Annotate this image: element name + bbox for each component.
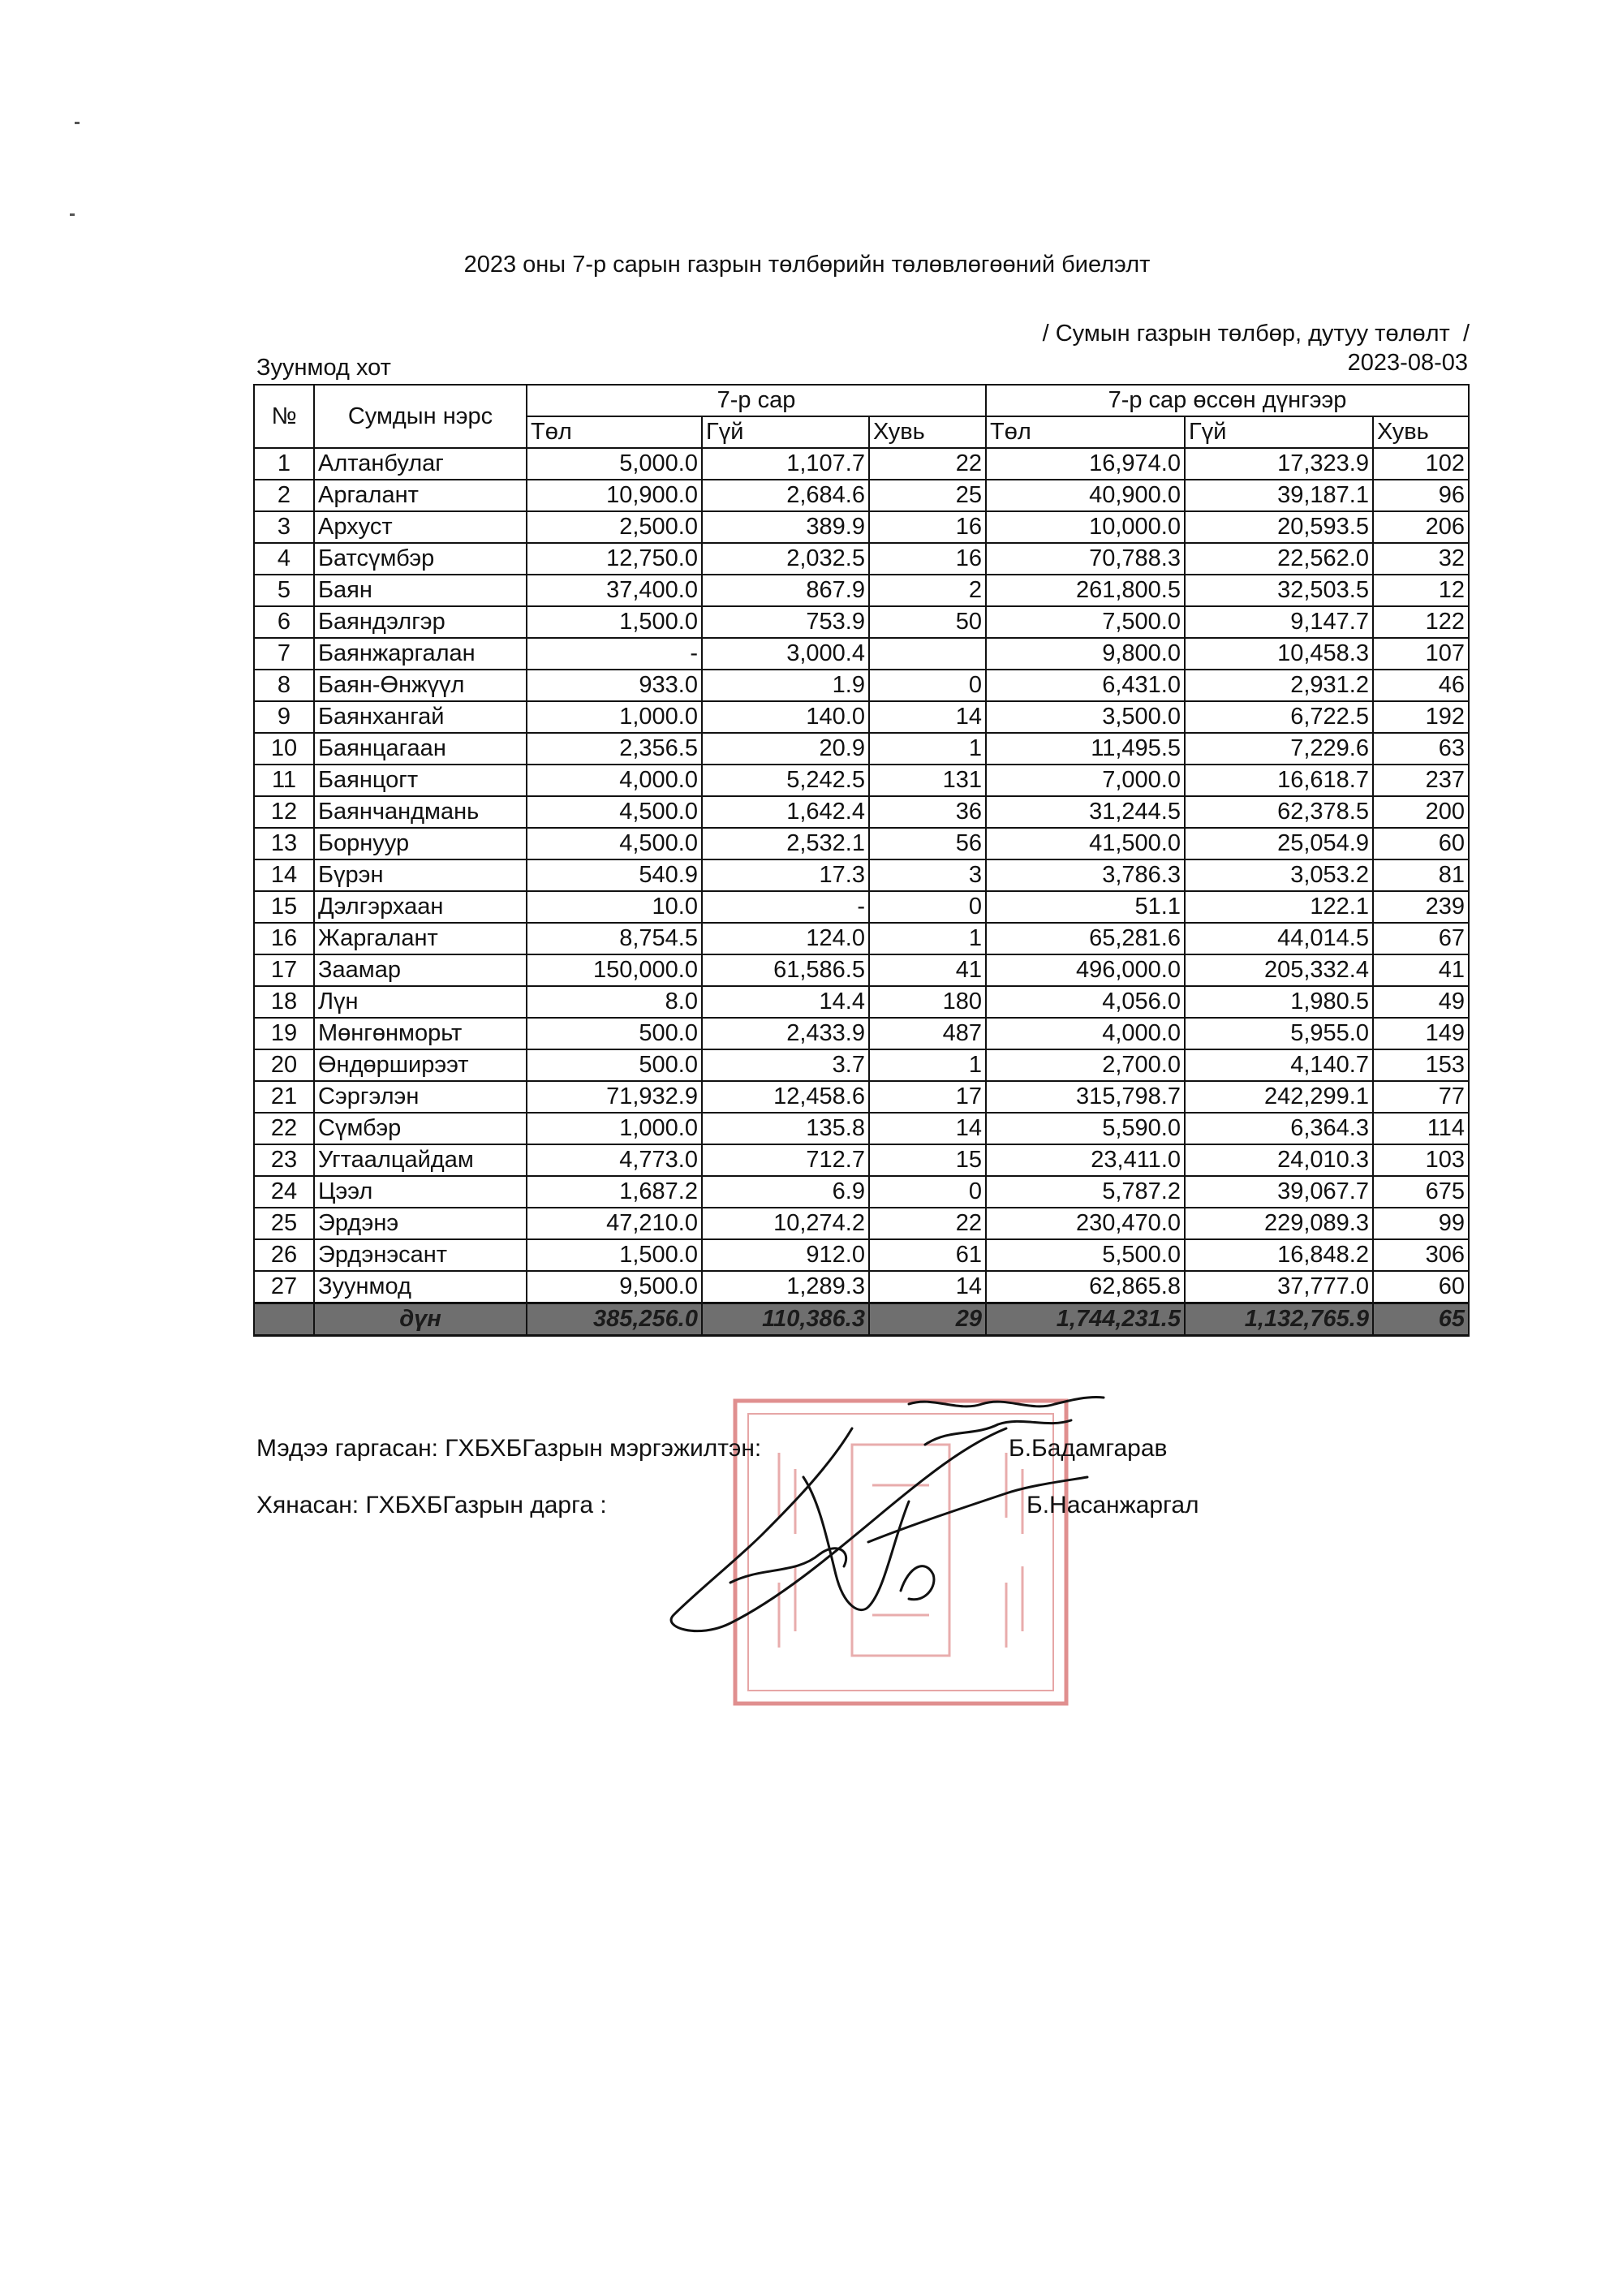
row-no: 6 [254, 606, 314, 638]
table-row [254, 606, 1469, 638]
row-month-plan: 2,500.0 [527, 511, 702, 543]
row-month-percent: 16 [869, 511, 986, 543]
row-no: 19 [254, 1018, 314, 1049]
row-cumulative-percent: 60 [1373, 828, 1469, 859]
table-body [254, 448, 1469, 1303]
row-month-percent: 487 [869, 1018, 986, 1049]
row-month-percent: 36 [869, 796, 986, 828]
row-no: 7 [254, 638, 314, 670]
row-cumulative-actual: 3,053.2 [1185, 859, 1373, 891]
row-no: 17 [254, 954, 314, 986]
row-name: Баянжаргалан [314, 638, 527, 670]
row-name: Баяндэлгэр [314, 606, 527, 638]
row-cumulative-actual: 17,323.9 [1185, 448, 1373, 480]
row-name: Баянцагаан [314, 733, 527, 765]
row-month-actual: 1,107.7 [702, 448, 869, 480]
row-cumulative-percent: 32 [1373, 543, 1469, 575]
row-cumulative-plan: 230,470.0 [986, 1208, 1185, 1239]
row-no: 23 [254, 1144, 314, 1176]
table-row [254, 859, 1469, 891]
row-cumulative-actual: 2,931.2 [1185, 670, 1373, 701]
row-cumulative-plan: 65,281.6 [986, 923, 1185, 954]
row-name: Архуст [314, 511, 527, 543]
row-name: Заамар [314, 954, 527, 986]
row-month-plan: 9,500.0 [527, 1271, 702, 1303]
row-cumulative-percent: 237 [1373, 765, 1469, 796]
row-month-actual: 1.9 [702, 670, 869, 701]
row-name: Эрдэнэсант [314, 1239, 527, 1271]
row-cumulative-plan: 2,700.0 [986, 1049, 1185, 1081]
total-month-plan: 385,256.0 [527, 1303, 702, 1336]
table-row [254, 1208, 1469, 1239]
header-month-percent: Хувь [869, 416, 986, 448]
scan-speck [70, 213, 75, 216]
row-cumulative-actual: 6,364.3 [1185, 1113, 1373, 1144]
row-month-percent: 22 [869, 448, 986, 480]
row-cumulative-percent: 122 [1373, 606, 1469, 638]
row-month-percent: 50 [869, 606, 986, 638]
row-month-percent: 22 [869, 1208, 986, 1239]
row-month-actual: 20.9 [702, 733, 869, 765]
table-row [254, 1144, 1469, 1176]
row-name: Баян-Өнжүүл [314, 670, 527, 701]
row-month-plan: 10.0 [527, 891, 702, 923]
row-month-plan: 500.0 [527, 1049, 702, 1081]
row-month-actual: 712.7 [702, 1144, 869, 1176]
row-month-percent: 14 [869, 1113, 986, 1144]
row-name: Сүмбэр [314, 1113, 527, 1144]
city-label: Зуунмод хот [256, 355, 391, 381]
row-no: 12 [254, 796, 314, 828]
header-cumulative: 7-р сар өссөн дүнгээр [986, 385, 1469, 416]
row-name: Борнуур [314, 828, 527, 859]
table-row [254, 511, 1469, 543]
row-cumulative-plan: 5,787.2 [986, 1176, 1185, 1208]
row-month-plan: 8,754.5 [527, 923, 702, 954]
row-month-actual: 6.9 [702, 1176, 869, 1208]
row-cumulative-plan: 4,000.0 [986, 1018, 1185, 1049]
header-month-actual: Гүй [702, 416, 869, 448]
row-month-actual: - [702, 891, 869, 923]
row-cumulative-percent: 206 [1373, 511, 1469, 543]
row-cumulative-percent: 149 [1373, 1018, 1469, 1049]
row-cumulative-actual: 5,955.0 [1185, 1018, 1373, 1049]
row-no: 21 [254, 1081, 314, 1113]
table-row [254, 448, 1469, 480]
row-cumulative-plan: 70,788.3 [986, 543, 1185, 575]
row-cumulative-actual: 205,332.4 [1185, 954, 1373, 986]
row-name: Дэлгэрхаан [314, 891, 527, 923]
prepared-by-label: Мэдээ гаргасан: ГХБХБГазрын мэргэжилтэн: [256, 1435, 762, 1462]
row-month-percent: 1 [869, 923, 986, 954]
row-name: Аргалант [314, 480, 527, 511]
row-cumulative-plan: 51.1 [986, 891, 1185, 923]
row-no: 3 [254, 511, 314, 543]
row-cumulative-actual: 122.1 [1185, 891, 1373, 923]
row-no: 27 [254, 1271, 314, 1303]
row-month-plan: 12,750.0 [527, 543, 702, 575]
table-row [254, 1018, 1469, 1049]
row-no: 5 [254, 575, 314, 606]
row-month-percent: 17 [869, 1081, 986, 1113]
total-cumulative-plan: 1,744,231.5 [986, 1303, 1185, 1336]
header-cumulative-percent: Хувь [1373, 416, 1469, 448]
row-cumulative-actual: 20,593.5 [1185, 511, 1373, 543]
row-cumulative-actual: 4,140.7 [1185, 1049, 1373, 1081]
row-cumulative-plan: 40,900.0 [986, 480, 1185, 511]
row-month-percent: 0 [869, 891, 986, 923]
row-month-actual: 2,532.1 [702, 828, 869, 859]
table-row [254, 954, 1469, 986]
row-no: 25 [254, 1208, 314, 1239]
row-name: Жаргалант [314, 923, 527, 954]
row-month-percent: 14 [869, 701, 986, 733]
row-name: Баян [314, 575, 527, 606]
row-cumulative-plan: 5,590.0 [986, 1113, 1185, 1144]
row-month-percent: 2 [869, 575, 986, 606]
row-cumulative-plan: 496,000.0 [986, 954, 1185, 986]
table-row [254, 796, 1469, 828]
table-row [254, 1176, 1469, 1208]
header-cumulative-plan: Төл [986, 416, 1185, 448]
row-name: Мөнгөнморьт [314, 1018, 527, 1049]
row-month-actual: 389.9 [702, 511, 869, 543]
row-month-plan: 4,500.0 [527, 828, 702, 859]
row-cumulative-percent: 153 [1373, 1049, 1469, 1081]
row-cumulative-percent: 99 [1373, 1208, 1469, 1239]
table-row [254, 923, 1469, 954]
row-cumulative-actual: 242,299.1 [1185, 1081, 1373, 1113]
row-month-actual: 3,000.4 [702, 638, 869, 670]
row-cumulative-plan: 5,500.0 [986, 1239, 1185, 1271]
row-month-percent: 1 [869, 1049, 986, 1081]
checked-by-label: Хянасан: ГХБХБГазрын дарга : [256, 1492, 607, 1518]
row-cumulative-percent: 192 [1373, 701, 1469, 733]
row-month-plan: 71,932.9 [527, 1081, 702, 1113]
row-cumulative-plan: 31,244.5 [986, 796, 1185, 828]
row-month-actual: 124.0 [702, 923, 869, 954]
row-no: 9 [254, 701, 314, 733]
row-name: Цээл [314, 1176, 527, 1208]
row-month-plan: 2,356.5 [527, 733, 702, 765]
row-month-actual: 61,586.5 [702, 954, 869, 986]
checked-by-name: Б.Насанжаргал [1027, 1492, 1199, 1518]
row-month-plan: 933.0 [527, 670, 702, 701]
row-cumulative-plan: 4,056.0 [986, 986, 1185, 1018]
row-month-percent: 56 [869, 828, 986, 859]
header-cumulative-actual: Гүй [1185, 416, 1373, 448]
table-row [254, 828, 1469, 859]
row-month-plan: 10,900.0 [527, 480, 702, 511]
row-month-plan: 1,000.0 [527, 701, 702, 733]
row-cumulative-actual: 32,503.5 [1185, 575, 1373, 606]
row-month-plan: 1,500.0 [527, 606, 702, 638]
table-row [254, 670, 1469, 701]
row-month-percent: 1 [869, 733, 986, 765]
row-no: 11 [254, 765, 314, 796]
table-row [254, 1239, 1469, 1271]
row-month-actual: 753.9 [702, 606, 869, 638]
row-month-plan: 4,000.0 [527, 765, 702, 796]
row-cumulative-actual: 44,014.5 [1185, 923, 1373, 954]
row-no: 10 [254, 733, 314, 765]
table-row [254, 733, 1469, 765]
row-month-percent: 16 [869, 543, 986, 575]
row-cumulative-percent: 114 [1373, 1113, 1469, 1144]
row-month-percent: 0 [869, 670, 986, 701]
row-cumulative-actual: 229,089.3 [1185, 1208, 1373, 1239]
row-month-plan: 1,000.0 [527, 1113, 702, 1144]
row-month-plan: 1,687.2 [527, 1176, 702, 1208]
total-label: дүн [314, 1303, 527, 1336]
row-cumulative-plan: 3,786.3 [986, 859, 1185, 891]
table-row [254, 1271, 1469, 1303]
total-month-actual: 110,386.3 [702, 1303, 869, 1336]
row-month-actual: 135.8 [702, 1113, 869, 1144]
row-month-actual: 867.9 [702, 575, 869, 606]
row-month-actual: 1,289.3 [702, 1271, 869, 1303]
row-month-actual: 12,458.6 [702, 1081, 869, 1113]
row-month-percent: 180 [869, 986, 986, 1018]
document-title: 2023 оны 7-р сарын газрын төлбөрийн төлөвлөгөөний биелэлт [463, 252, 1151, 278]
row-cumulative-actual: 37,777.0 [1185, 1271, 1373, 1303]
row-cumulative-plan: 10,000.0 [986, 511, 1185, 543]
document-subtitle: / Сумын газрын төлбөр, дутуу төлөлт / [1042, 321, 1470, 347]
row-cumulative-percent: 96 [1373, 480, 1469, 511]
row-no: 13 [254, 828, 314, 859]
row-cumulative-actual: 16,618.7 [1185, 765, 1373, 796]
row-no: 20 [254, 1049, 314, 1081]
row-cumulative-actual: 7,229.6 [1185, 733, 1373, 765]
row-cumulative-plan: 16,974.0 [986, 448, 1185, 480]
row-no: 24 [254, 1176, 314, 1208]
row-name: Баянчандмань [314, 796, 527, 828]
row-month-actual: 3.7 [702, 1049, 869, 1081]
row-cumulative-actual: 62,378.5 [1185, 796, 1373, 828]
header-name: Сумдын нэрс [314, 385, 527, 448]
row-cumulative-percent: 60 [1373, 1271, 1469, 1303]
table-row [254, 986, 1469, 1018]
row-no: 22 [254, 1113, 314, 1144]
row-no: 8 [254, 670, 314, 701]
row-cumulative-percent: 41 [1373, 954, 1469, 986]
row-cumulative-plan: 62,865.8 [986, 1271, 1185, 1303]
row-month-plan: 5,000.0 [527, 448, 702, 480]
row-name: Баянцогт [314, 765, 527, 796]
row-month-percent: 131 [869, 765, 986, 796]
table-row [254, 765, 1469, 796]
row-month-plan: 1,500.0 [527, 1239, 702, 1271]
row-cumulative-actual: 10,458.3 [1185, 638, 1373, 670]
row-cumulative-percent: 67 [1373, 923, 1469, 954]
row-month-plan: 4,773.0 [527, 1144, 702, 1176]
row-cumulative-plan: 23,411.0 [986, 1144, 1185, 1176]
header-month: 7-р сар [527, 385, 986, 416]
table-row [254, 543, 1469, 575]
row-cumulative-plan: 7,500.0 [986, 606, 1185, 638]
row-name: Эрдэнэ [314, 1208, 527, 1239]
row-cumulative-plan: 41,500.0 [986, 828, 1185, 859]
row-month-percent: 3 [869, 859, 986, 891]
table-row [254, 1049, 1469, 1081]
row-cumulative-percent: 12 [1373, 575, 1469, 606]
row-month-percent: 61 [869, 1239, 986, 1271]
row-name: Угтаалцайдам [314, 1144, 527, 1176]
row-cumulative-percent: 239 [1373, 891, 1469, 923]
row-name: Батсүмбэр [314, 543, 527, 575]
row-name: Баянхангай [314, 701, 527, 733]
row-month-plan: 8.0 [527, 986, 702, 1018]
row-month-plan: 4,500.0 [527, 796, 702, 828]
row-name: Бүрэн [314, 859, 527, 891]
row-cumulative-actual: 25,054.9 [1185, 828, 1373, 859]
row-cumulative-percent: 107 [1373, 638, 1469, 670]
row-cumulative-plan: 261,800.5 [986, 575, 1185, 606]
row-cumulative-percent: 306 [1373, 1239, 1469, 1271]
table-row [254, 891, 1469, 923]
row-cumulative-percent: 46 [1373, 670, 1469, 701]
prepared-by-name: Б.Бадамгарав [1009, 1435, 1168, 1462]
row-no: 14 [254, 859, 314, 891]
row-month-actual: 2,433.9 [702, 1018, 869, 1049]
row-no: 2 [254, 480, 314, 511]
row-cumulative-actual: 16,848.2 [1185, 1239, 1373, 1271]
row-cumulative-percent: 200 [1373, 796, 1469, 828]
row-cumulative-percent: 103 [1373, 1144, 1469, 1176]
row-month-actual: 2,032.5 [702, 543, 869, 575]
row-cumulative-actual: 39,067.7 [1185, 1176, 1373, 1208]
row-cumulative-plan: 6,431.0 [986, 670, 1185, 701]
row-no: 4 [254, 543, 314, 575]
total-cumulative-percent: 65 [1373, 1303, 1469, 1336]
row-month-percent: 14 [869, 1271, 986, 1303]
row-month-percent [869, 638, 986, 670]
report-date: 2023-08-03 [1347, 350, 1468, 376]
row-month-actual: 2,684.6 [702, 480, 869, 511]
header-no: № [254, 385, 314, 448]
row-cumulative-actual: 9,147.7 [1185, 606, 1373, 638]
row-cumulative-plan: 7,000.0 [986, 765, 1185, 796]
row-month-plan: 150,000.0 [527, 954, 702, 986]
row-month-plan: - [527, 638, 702, 670]
row-cumulative-actual: 22,562.0 [1185, 543, 1373, 575]
row-month-actual: 14.4 [702, 986, 869, 1018]
row-cumulative-actual: 39,187.1 [1185, 480, 1373, 511]
row-cumulative-plan: 315,798.7 [986, 1081, 1185, 1113]
row-cumulative-percent: 63 [1373, 733, 1469, 765]
row-no: 26 [254, 1239, 314, 1271]
row-cumulative-plan: 9,800.0 [986, 638, 1185, 670]
total-month-percent: 29 [869, 1303, 986, 1336]
row-cumulative-percent: 49 [1373, 986, 1469, 1018]
row-cumulative-percent: 675 [1373, 1176, 1469, 1208]
table-row [254, 1113, 1469, 1144]
table-row [254, 480, 1469, 511]
row-no: 16 [254, 923, 314, 954]
row-cumulative-percent: 102 [1373, 448, 1469, 480]
row-cumulative-percent: 81 [1373, 859, 1469, 891]
row-month-plan: 47,210.0 [527, 1208, 702, 1239]
header-month-plan: Төл [527, 416, 702, 448]
row-cumulative-actual: 24,010.3 [1185, 1144, 1373, 1176]
row-month-percent: 15 [869, 1144, 986, 1176]
row-month-actual: 5,242.5 [702, 765, 869, 796]
row-cumulative-plan: 11,495.5 [986, 733, 1185, 765]
row-month-actual: 912.0 [702, 1239, 869, 1271]
row-month-plan: 500.0 [527, 1018, 702, 1049]
row-month-actual: 140.0 [702, 701, 869, 733]
row-name: Зуунмод [314, 1271, 527, 1303]
row-month-percent: 41 [869, 954, 986, 986]
row-month-plan: 540.9 [527, 859, 702, 891]
table-row [254, 1081, 1469, 1113]
table-row [254, 638, 1469, 670]
row-month-plan: 37,400.0 [527, 575, 702, 606]
total-row [254, 1303, 1469, 1336]
table-row [254, 575, 1469, 606]
payment-table [253, 384, 1470, 1337]
row-cumulative-plan: 3,500.0 [986, 701, 1185, 733]
row-no: 15 [254, 891, 314, 923]
row-no: 1 [254, 448, 314, 480]
table-row [254, 701, 1469, 733]
row-month-percent: 25 [869, 480, 986, 511]
row-cumulative-actual: 6,722.5 [1185, 701, 1373, 733]
row-month-actual: 10,274.2 [702, 1208, 869, 1239]
row-month-actual: 1,642.4 [702, 796, 869, 828]
row-month-percent: 0 [869, 1176, 986, 1208]
row-name: Өндөрширээт [314, 1049, 527, 1081]
row-name: Сэргэлэн [314, 1081, 527, 1113]
row-cumulative-percent: 77 [1373, 1081, 1469, 1113]
total-cell-empty [254, 1303, 314, 1336]
row-no: 18 [254, 986, 314, 1018]
scan-speck [75, 122, 80, 124]
row-name: Лүн [314, 986, 527, 1018]
row-month-actual: 17.3 [702, 859, 869, 891]
total-cumulative-actual: 1,132,765.9 [1185, 1303, 1373, 1336]
row-name: Алтанбулаг [314, 448, 527, 480]
row-cumulative-actual: 1,980.5 [1185, 986, 1373, 1018]
